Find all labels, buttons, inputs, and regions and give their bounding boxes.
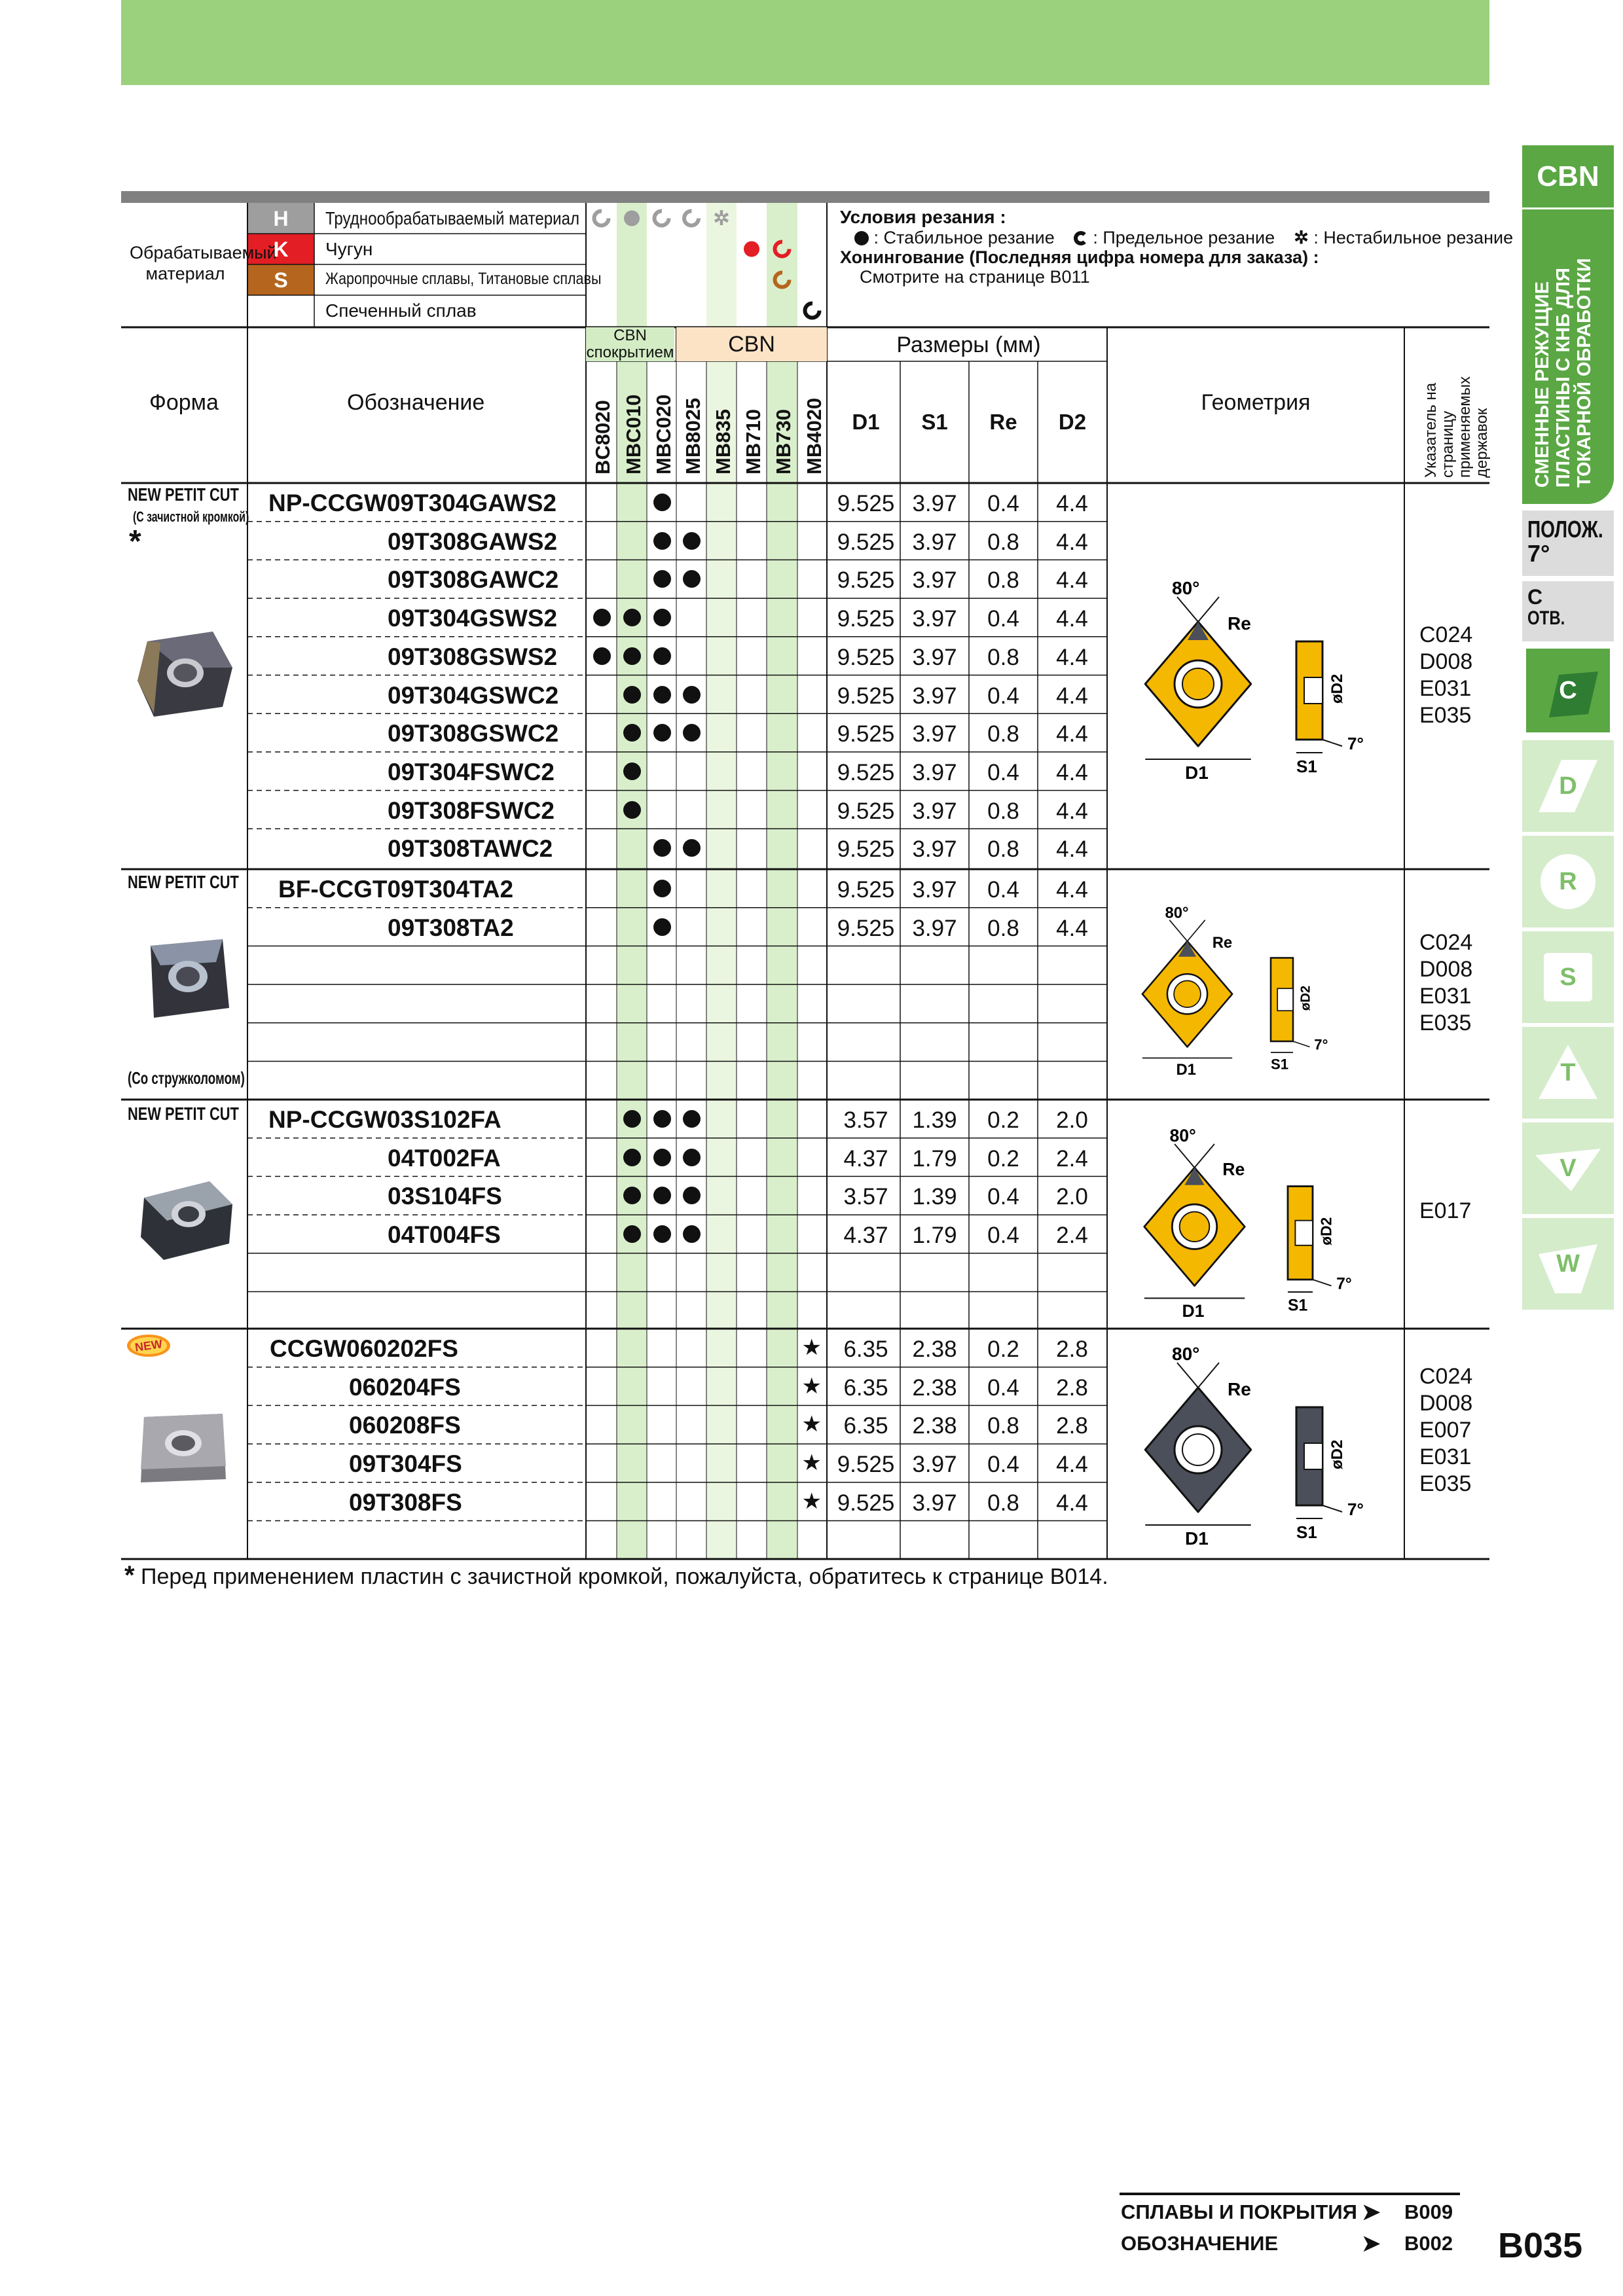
availability-dot <box>653 609 671 626</box>
grade-column-bg <box>737 203 767 1559</box>
dim-d2: 4.4 <box>1056 915 1088 941</box>
geometry-drawing <box>1126 897 1388 1106</box>
insert-code: 09T304GSWS2 <box>388 605 558 632</box>
dim-d2: 4.4 <box>1056 877 1088 903</box>
dim-d2: 2.0 <box>1056 1107 1088 1133</box>
dim-s1: 3.97 <box>912 683 957 709</box>
holder-ref-link[interactable]: C024 <box>1419 1364 1473 1389</box>
header-geometry: Геометрия <box>1201 390 1311 415</box>
availability-dot <box>683 1225 701 1243</box>
geom-d2: øD2 <box>1328 1439 1346 1469</box>
limit-icon <box>1074 231 1088 245</box>
dim-d2: 4.4 <box>1056 606 1088 632</box>
geom-re: Re <box>1222 1159 1245 1179</box>
header-dims: Размеры (мм) <box>896 332 1041 357</box>
dim-re: 0.4 <box>987 491 1019 516</box>
material-code: S <box>274 268 288 292</box>
grade-column-bg <box>767 203 797 1559</box>
dim-d1: 4.37 <box>843 1223 888 1249</box>
holder-refs <box>1419 1363 1472 1498</box>
insert-code: NP-CCGW03S102FA <box>268 1106 501 1133</box>
dim-d2: 2.0 <box>1056 1184 1088 1210</box>
availability-star: ★ <box>801 1412 822 1437</box>
sidebar-tab-label: T <box>1560 1058 1576 1086</box>
geom-d1: D1 <box>1176 1061 1196 1079</box>
material-label <box>130 242 277 284</box>
header-d1: D1 <box>852 410 880 434</box>
dim-d1: 9.525 <box>837 836 895 863</box>
geom-d2: øD2 <box>1328 673 1346 704</box>
footer-rule <box>1120 2193 1460 2195</box>
grade-header: MB835 <box>712 409 735 475</box>
stable-icon <box>854 231 869 245</box>
grade-header: MBC020 <box>652 394 675 475</box>
geom-s1: S1 <box>1296 757 1317 776</box>
geometry-drawing <box>1126 569 1388 779</box>
page-number: B035 <box>1498 2226 1583 2265</box>
geom-s1: S1 <box>1271 1056 1289 1073</box>
material-name: Труднообрабатываемый материал <box>325 208 580 228</box>
grade-header: BC8020 <box>591 400 614 475</box>
availability-dot <box>623 609 641 626</box>
holder-ref-link[interactable]: E035 <box>1419 703 1472 728</box>
group1-footnote-mark: * <box>129 524 141 559</box>
availability-dot <box>653 880 671 897</box>
unstable-condition-icon: ✲ <box>713 207 730 230</box>
availability-star: ★ <box>801 1335 822 1360</box>
geometry-drawing <box>1126 1118 1388 1327</box>
availability-dot <box>593 609 611 626</box>
group2-label: NEW PETIT CUT <box>128 872 239 892</box>
insert-code: 09T308TAWC2 <box>388 835 553 863</box>
dim-re: 0.4 <box>987 683 1019 709</box>
dim-d2: 4.4 <box>1056 529 1088 555</box>
insert-code: NP-CCGW09T304GAWS2 <box>268 490 556 516</box>
group1-label: NEW PETIT CUT <box>128 484 239 505</box>
geom-d2: øD2 <box>1298 985 1313 1011</box>
dim-re: 0.4 <box>987 1184 1019 1210</box>
dim-d1: 9.525 <box>837 683 895 709</box>
group3-label: NEW PETIT CUT <box>128 1103 239 1124</box>
dim-d1: 6.35 <box>843 1374 888 1401</box>
dim-re: 0.8 <box>987 529 1019 555</box>
dim-d1: 9.525 <box>837 798 895 824</box>
availability-star: ★ <box>801 1488 822 1514</box>
dim-d1: 6.35 <box>843 1413 888 1439</box>
insert-code: BF-CCGT09T304TA2 <box>278 876 514 903</box>
dim-s1: 3.97 <box>912 1452 957 1478</box>
footnote-mark: * <box>124 1561 135 1590</box>
dim-re: 0.8 <box>987 644 1019 670</box>
availability-dot <box>653 1187 671 1204</box>
dim-s1: 1.39 <box>912 1184 957 1210</box>
dim-d1: 9.525 <box>837 877 895 903</box>
insert-code: 09T304FS <box>349 1450 462 1478</box>
dim-s1: 3.97 <box>912 836 957 863</box>
availability-dot <box>623 686 641 704</box>
sidebar-tab-s[interactable] <box>1522 931 1614 1023</box>
holder-refs <box>1419 1198 1471 1225</box>
dim-s1: 3.97 <box>912 1490 957 1516</box>
header-cbn-coated: CBN спокрытием <box>586 327 674 361</box>
sidebar-polozh-box <box>1522 511 1614 576</box>
geom-d1: D1 <box>1185 762 1209 779</box>
dim-s1: 1.79 <box>912 1223 957 1249</box>
availability-dot <box>683 532 701 550</box>
sidebar-tab-label: S <box>1559 963 1577 991</box>
availability-dot <box>593 647 611 665</box>
dim-d1: 9.525 <box>837 529 895 555</box>
dim-d1: 9.525 <box>837 915 895 941</box>
dim-re: 0.4 <box>987 1223 1019 1249</box>
insert-image-2 <box>141 936 232 1021</box>
sidebar-tab-label: V <box>1559 1154 1577 1182</box>
geom-angle: 80° <box>1172 1344 1200 1364</box>
grade-header: MB4020 <box>803 397 826 475</box>
dim-re: 0.2 <box>987 1336 1019 1362</box>
availability-dot <box>623 801 641 819</box>
dim-re: 0.8 <box>987 567 1019 594</box>
stable-condition-icon <box>624 211 640 226</box>
holder-ref-link[interactable]: E035 <box>1419 1471 1472 1496</box>
dim-re: 0.8 <box>987 1490 1019 1516</box>
dim-d1: 9.525 <box>837 759 895 785</box>
dim-d1: 9.525 <box>837 1452 895 1478</box>
availability-star: ★ <box>801 1373 822 1399</box>
holder-ref-link[interactable]: E035 <box>1419 1011 1472 1035</box>
geom-relief: 7° <box>1347 1499 1364 1519</box>
dim-re: 0.2 <box>987 1145 1019 1172</box>
dim-d2: 2.8 <box>1056 1336 1088 1362</box>
dim-s1: 3.97 <box>912 567 957 594</box>
sidebar-polozh: ПОЛОЖ. <box>1527 516 1603 543</box>
dim-re: 0.4 <box>987 1452 1019 1478</box>
insert-code: 04T002FA <box>388 1144 501 1172</box>
geom-angle: 80° <box>1169 1126 1196 1146</box>
geom-re: Re <box>1228 1379 1251 1399</box>
dim-re: 0.8 <box>987 798 1019 824</box>
availability-dot <box>683 686 701 704</box>
dim-d2: 4.4 <box>1056 644 1088 670</box>
availability-dot <box>653 1110 671 1128</box>
insert-code: 09T308GSWC2 <box>388 720 559 747</box>
holder-ref-link[interactable]: E031 <box>1419 676 1472 701</box>
material-code: H <box>273 207 289 230</box>
dim-d2: 4.4 <box>1056 683 1088 709</box>
sidebar-cbn: CBN <box>1522 145 1614 207</box>
header-designation: Обозначение <box>347 390 485 415</box>
sidebar-sotv-2: ОТВ. <box>1527 607 1565 629</box>
availability-dot <box>683 1110 701 1128</box>
availability-dot <box>623 1110 641 1128</box>
insert-code: 09T308GAWS2 <box>388 528 558 555</box>
availability-dot <box>653 647 671 665</box>
footnote-text: Перед применением пластин с зачистной кромкой, пожалуйста, обратитесь к странице B014. <box>141 1564 1108 1589</box>
geom-re: Re <box>1228 613 1251 634</box>
availability-dot <box>653 686 671 704</box>
header-re: Re <box>989 410 1017 434</box>
insert-image-3 <box>137 1178 236 1263</box>
availability-dot <box>623 1225 641 1243</box>
material-name: Чугун <box>325 239 373 259</box>
geom-d1: D1 <box>1182 1301 1205 1321</box>
unstable-icon: ✲ <box>1294 228 1309 247</box>
insert-image-1 <box>134 628 236 720</box>
geom-angle: 80° <box>1165 904 1189 922</box>
sidebar-sotv-box <box>1522 581 1614 641</box>
dim-d1: 3.57 <box>843 1184 888 1210</box>
footer-link-label[interactable]: ОБОЗНАЧЕНИЕ <box>1121 2232 1279 2255</box>
availability-dot <box>683 724 701 742</box>
insert-code: 09T308GAWC2 <box>388 566 559 594</box>
holder-ref-link[interactable]: C024 <box>1419 622 1473 647</box>
limit-label: : Предельное резание <box>1093 228 1275 247</box>
insert-code: 04T004FS <box>388 1221 501 1249</box>
honing-ref: Смотрите на странице B011 <box>860 267 1090 287</box>
sidebar-vertical-text: СМЕННЫЕ РЕЖУЩИЕ ПЛАСТИНЫ С КНБ ДЛЯ ТОКАРНОЙ ОБРАБОТКИ <box>1532 258 1595 488</box>
group1-sublabel: (С зачистной кромкой) <box>133 509 249 525</box>
header-s1: S1 <box>921 410 948 434</box>
geom-s1: S1 <box>1296 1522 1317 1542</box>
insert-code: 09T308FS <box>349 1488 462 1516</box>
grade-header: MB8025 <box>682 397 704 475</box>
sidebar-angle: 7° <box>1527 540 1550 567</box>
holder-ref-link[interactable]: E031 <box>1419 1444 1472 1469</box>
insert-code: 09T308FSWC2 <box>388 797 555 824</box>
footer-link-page[interactable]: B002 <box>1404 2232 1453 2255</box>
geom-d1: D1 <box>1185 1528 1209 1545</box>
availability-dot <box>653 839 671 857</box>
dim-d2: 4.4 <box>1056 567 1088 594</box>
sidebar-tab-label: W <box>1556 1249 1580 1278</box>
footer-link-label[interactable]: СПЛАВЫ И ПОКРЫТИЯ <box>1121 2200 1357 2223</box>
dim-d1: 4.37 <box>843 1145 888 1172</box>
holder-ref-link[interactable]: D008 <box>1419 957 1473 982</box>
dim-re: 0.8 <box>987 721 1019 747</box>
sidebar-tab-t[interactable] <box>1522 1027 1614 1119</box>
sidebar-tab-label: D <box>1559 772 1577 800</box>
availability-dot <box>623 647 641 665</box>
availability-dot <box>653 532 671 550</box>
header-d2: D2 <box>1058 410 1087 434</box>
dim-re: 0.4 <box>987 877 1019 903</box>
dim-s1: 3.97 <box>912 491 957 516</box>
dim-d1: 9.525 <box>837 1490 895 1516</box>
geom-relief: 7° <box>1314 1036 1328 1053</box>
honing-title: Хонингование (Последняя цифра номера для заказа) : <box>840 247 1319 267</box>
holder-ref-link[interactable]: E017 <box>1419 1198 1472 1223</box>
sidebar-tab-label: C <box>1559 676 1577 704</box>
insert-code: 060204FS <box>349 1373 461 1401</box>
dim-s1: 3.97 <box>912 798 957 824</box>
dim-d2: 2.8 <box>1056 1374 1088 1401</box>
footnote <box>124 1561 1108 1590</box>
dim-d1: 3.57 <box>843 1107 888 1133</box>
dim-d1: 9.525 <box>837 606 895 632</box>
geom-d2: øD2 <box>1317 1217 1335 1246</box>
dim-s1: 3.97 <box>912 721 957 747</box>
dim-s1: 2.38 <box>912 1413 957 1439</box>
availability-dot <box>653 918 671 936</box>
dim-d1: 6.35 <box>843 1336 888 1362</box>
availability-dot <box>653 570 671 588</box>
dim-re: 0.4 <box>987 759 1019 785</box>
dim-d1: 9.525 <box>837 721 895 747</box>
dim-d2: 4.4 <box>1056 836 1088 863</box>
availability-dot <box>623 724 641 742</box>
group2-sublabel: (Со стружколомом) <box>128 1068 245 1088</box>
holder-ref-link[interactable]: D008 <box>1419 649 1473 674</box>
dim-d1: 9.525 <box>837 491 895 516</box>
stable-label: : Стабильное резание <box>873 228 1055 247</box>
arrow-right-icon: ➤ <box>1362 2231 1381 2256</box>
material-code-bg <box>247 295 314 326</box>
dim-s1: 3.97 <box>912 606 957 632</box>
sidebar-tab-r[interactable] <box>1522 836 1614 927</box>
holder-refs <box>1419 929 1472 1037</box>
insert-code: 09T304GSWC2 <box>388 681 559 709</box>
dim-d2: 4.4 <box>1056 1452 1088 1478</box>
dim-d2: 4.4 <box>1056 798 1088 824</box>
grade-column-bg <box>706 203 737 1559</box>
material-name: Спеченный сплав <box>325 300 477 321</box>
availability-dot <box>653 493 671 511</box>
dim-s1: 3.97 <box>912 877 957 903</box>
availability-dot <box>653 1225 671 1243</box>
insert-code: 09T308GSWS2 <box>388 643 558 670</box>
conditions-title: Условия резания : <box>840 207 1006 227</box>
dim-d2: 4.4 <box>1056 491 1088 516</box>
geom-re: Re <box>1212 934 1233 952</box>
dim-s1: 2.38 <box>912 1374 957 1401</box>
dim-s1: 3.97 <box>912 915 957 941</box>
availability-dot <box>623 762 641 780</box>
dim-re: 0.4 <box>987 1374 1019 1401</box>
dim-re: 0.8 <box>987 836 1019 863</box>
dim-d2: 2.4 <box>1056 1223 1088 1249</box>
holder-ref-link[interactable]: E031 <box>1419 984 1472 1009</box>
geom-relief: 7° <box>1347 734 1364 753</box>
sidebar-tab-d[interactable] <box>1522 740 1614 832</box>
dim-re: 0.4 <box>987 606 1019 632</box>
grade-header: MBC010 <box>622 394 645 475</box>
dim-s1: 2.38 <box>912 1336 957 1362</box>
unstable-label: : Нестабильное резание <box>1313 228 1514 247</box>
insert-code: 03S104FS <box>388 1183 502 1210</box>
grade-header: MB710 <box>742 409 765 475</box>
availability-dot <box>653 1149 671 1166</box>
dim-d2: 4.4 <box>1056 721 1088 747</box>
geometry-drawing <box>1126 1335 1388 1545</box>
sidebar-tab-c[interactable] <box>1522 645 1614 736</box>
header-form: Форма <box>149 390 219 415</box>
dim-s1: 3.97 <box>912 759 957 785</box>
sidebar-tab-w[interactable] <box>1522 1218 1614 1310</box>
holder-ref-link[interactable]: C024 <box>1419 930 1473 955</box>
material-name: Жаропрочные сплавы, Титановые сплавы <box>325 270 602 288</box>
holder-ref-link[interactable]: D008 <box>1419 1391 1473 1416</box>
dim-d1: 9.525 <box>837 567 895 594</box>
availability-star: ★ <box>801 1450 822 1476</box>
dim-d2: 4.4 <box>1056 1490 1088 1516</box>
material-code: K <box>273 238 289 261</box>
dim-s1: 1.39 <box>912 1107 957 1133</box>
dim-s1: 3.97 <box>912 529 957 555</box>
new-badge-label: NEW <box>134 1337 164 1354</box>
dim-d2: 2.8 <box>1056 1413 1088 1439</box>
material-label-line2: материал <box>145 264 225 283</box>
availability-dot <box>653 724 671 742</box>
dim-re: 0.8 <box>987 1413 1019 1439</box>
availability-dot <box>623 1149 641 1166</box>
geom-relief: 7° <box>1336 1275 1352 1293</box>
dim-re: 0.2 <box>987 1107 1019 1133</box>
header-holder-ref: Указатель на страницу применяемых державок <box>1422 376 1491 478</box>
geom-s1: S1 <box>1288 1297 1308 1315</box>
conditions-legend <box>854 228 1513 248</box>
insert-code: 060208FS <box>349 1412 461 1439</box>
material-label-line1: Обрабатываемый <box>130 243 277 262</box>
insert-image-4 <box>134 1407 232 1492</box>
dim-s1: 1.79 <box>912 1145 957 1172</box>
insert-code: CCGW060202FS <box>270 1335 458 1362</box>
insert-code: 09T308TA2 <box>388 914 514 941</box>
arrow-right-icon: ➤ <box>1362 2200 1381 2225</box>
header-cbn: CBN <box>676 327 827 361</box>
grade-header: MB730 <box>772 409 795 475</box>
sidebar-tab-v[interactable] <box>1522 1122 1614 1214</box>
availability-dot <box>683 1149 701 1166</box>
holder-ref-link[interactable]: E007 <box>1419 1418 1472 1443</box>
dim-d2: 4.4 <box>1056 759 1088 785</box>
sidebar-tab-label: R <box>1559 867 1577 895</box>
insert-code: 09T304FSWC2 <box>388 758 555 785</box>
holder-refs <box>1419 622 1472 729</box>
dim-d1: 9.525 <box>837 644 895 670</box>
geom-angle: 80° <box>1172 578 1200 598</box>
stable-condition-icon <box>744 242 759 257</box>
sidebar-sotv-1: С <box>1527 585 1543 609</box>
dim-re: 0.8 <box>987 915 1019 941</box>
dim-s1: 3.97 <box>912 644 957 670</box>
footer-link-page[interactable]: B009 <box>1404 2200 1453 2223</box>
dim-d2: 2.4 <box>1056 1145 1088 1172</box>
